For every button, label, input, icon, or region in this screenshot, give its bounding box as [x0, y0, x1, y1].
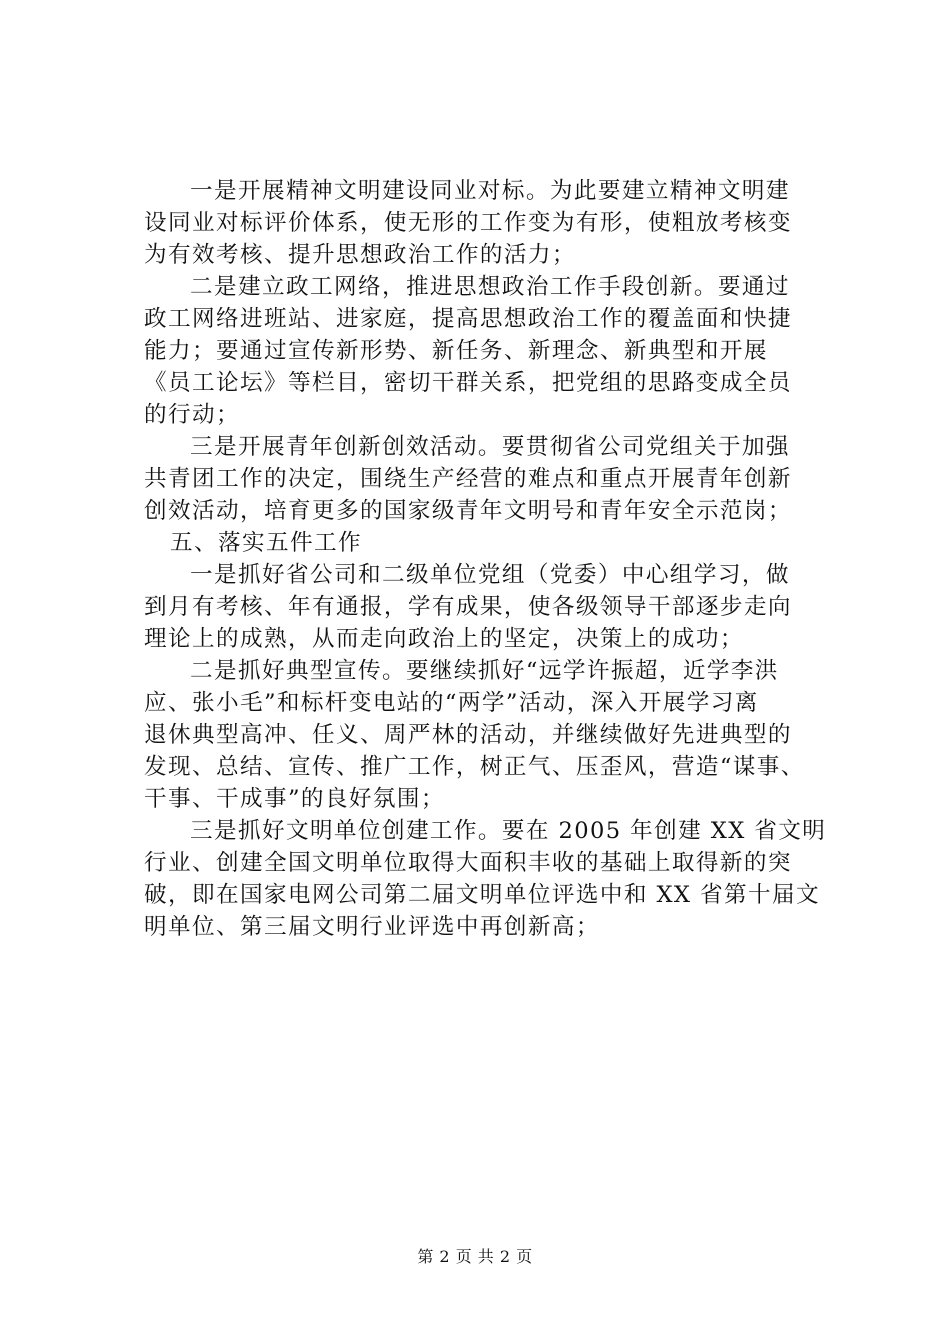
- text-line: 明单位、第三届文明行业评选中再创新高；: [144, 914, 600, 940]
- text-line: 一是抓好省公司和二级单位党组（党委）中心组学习，做: [190, 562, 790, 588]
- text-line: 共青团工作的决定，围绕生产经营的难点和重点开展青年创新: [144, 466, 792, 492]
- text-line: 到月有考核、年有通报，学有成果，使各级领导干部逐步走向: [144, 594, 792, 620]
- text-line: 的行动；: [144, 402, 240, 428]
- text-line: 应、张小毛”和标杆变电站的“两学”活动，深入开展学习离: [144, 690, 759, 716]
- text-line: 破，即在国家电网公司第二届文明单位评选中和 XX 省第十届文: [144, 882, 820, 908]
- text-line: 退休典型高冲、任义、周严林的活动，并继续做好先进典型的: [144, 722, 792, 748]
- text-line: 理论上的成熟，从而走向政治上的坚定，决策上的成功；: [144, 626, 744, 652]
- text-line: 干事、干成事”的良好氛围；: [144, 786, 445, 812]
- section-heading: 五、落实五件工作: [170, 530, 362, 556]
- document-body: [144, 175, 830, 943]
- text-line: 为有效考核、提升思想政治工作的活力；: [144, 242, 576, 268]
- text-line: 《员工论坛》等栏目，密切干群关系，把党组的思路变成全员: [144, 370, 792, 396]
- text-line: 二是抓好典型宣传。要继续抓好“远学许振超，近学李洪: [190, 658, 779, 684]
- text-line: 二是建立政工网络，推进思想政治工作手段创新。要通过: [190, 274, 790, 300]
- text-line: 发现、总结、宣传、推广工作，树正气、压歪风，营造“谋事、: [144, 754, 805, 780]
- text-line: 三是抓好文明单位创建工作。要在 2005 年创建 XX 省文明: [190, 818, 827, 844]
- text-line: 能力；要通过宣传新形势、新任务、新理念、新典型和开展: [144, 338, 768, 364]
- text-line: 设同业对标评价体系，使无形的工作变为有形，使粗放考核变: [144, 210, 792, 236]
- text-line: 行业、创建全国文明单位取得大面积丰收的基础上取得新的突: [144, 850, 792, 876]
- text-line: 一是开展精神文明建设同业对标。为此要建立精神文明建: [190, 178, 790, 204]
- text-line: 三是开展青年创新创效活动。要贯彻省公司党组关于加强: [190, 434, 790, 460]
- text-line: 政工网络进班站、进家庭，提高思想政治工作的覆盖面和快捷: [144, 306, 792, 332]
- text-line: 创效活动，培育更多的国家级青年文明号和青年安全示范岗；: [144, 498, 792, 524]
- page-number-footer: 第 2 页 共 2 页: [417, 1247, 533, 1266]
